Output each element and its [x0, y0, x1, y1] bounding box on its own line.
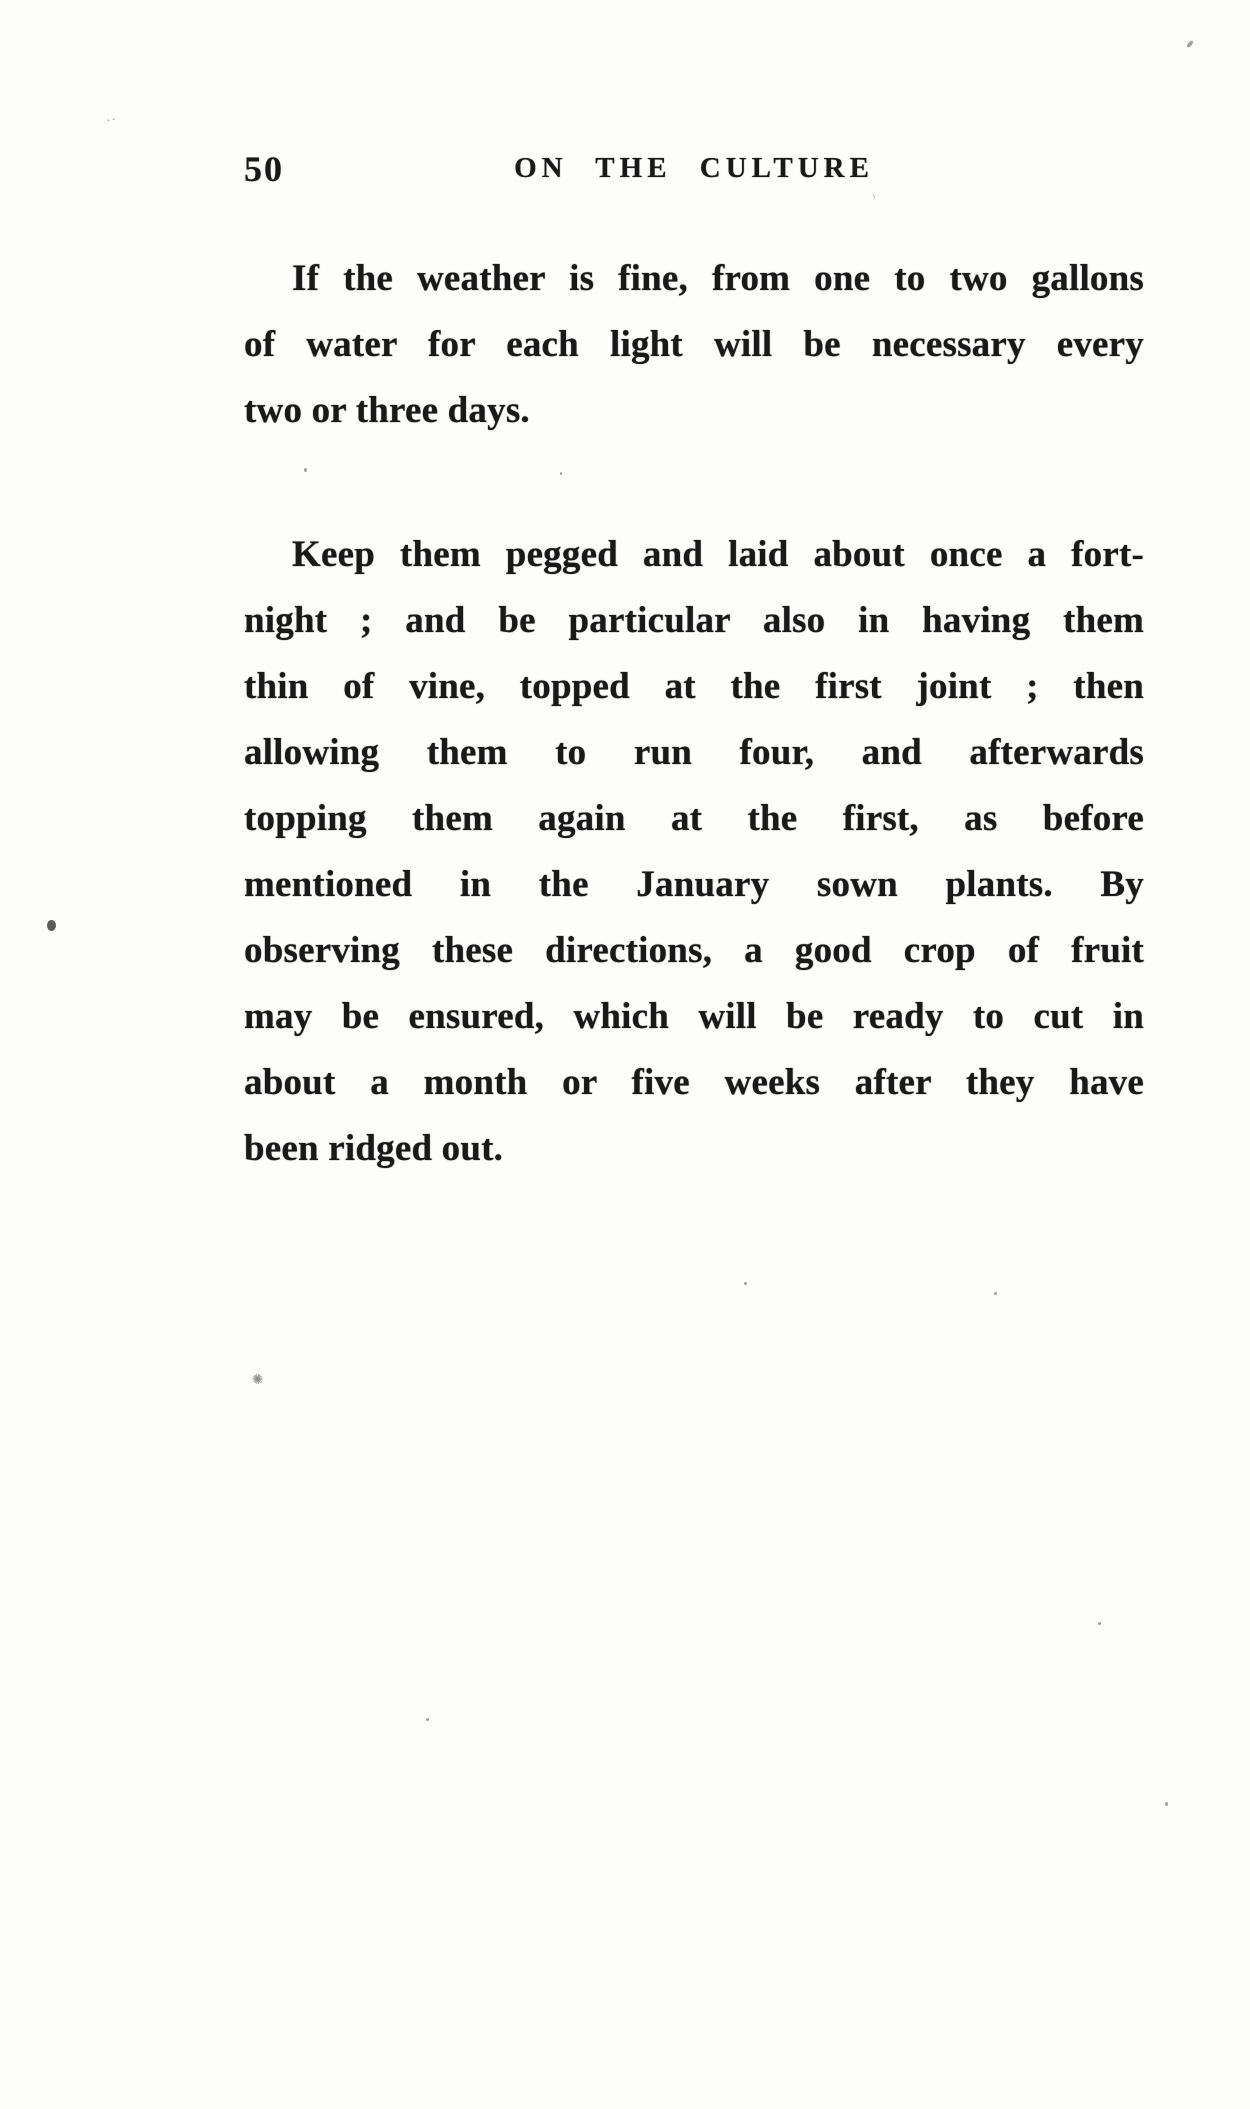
scan-speckle: [426, 1718, 429, 1721]
scan-speckle: [1098, 1622, 1101, 1625]
text-line: of water for each light will be necessary every: [244, 324, 1144, 365]
scan-speckle: [304, 468, 307, 472]
scan-smudge: ʾ: [869, 191, 881, 215]
scan-smudge: ··: [104, 111, 119, 130]
text-line: night ; and be particular also in having them: [244, 600, 1144, 641]
scan-speckle: [1186, 40, 1194, 49]
text-line: about a month or five weeks after they have: [244, 1062, 1144, 1103]
text-line: may be ensured, which will be ready to cut in: [244, 996, 1144, 1037]
text-line: If the weather is fine, from one to two gallons: [292, 258, 1144, 299]
text-line: observing these directions, a good crop of fruit: [244, 930, 1144, 971]
scan-speckle: [560, 472, 562, 475]
text-line: been ridged out.: [244, 1128, 504, 1169]
text-line: thin of vine, topped at the first joint ; then: [244, 666, 1144, 707]
paragraph: [244, 526, 1144, 1186]
scan-speckle: [47, 920, 56, 931]
paragraph: [244, 250, 1144, 448]
running-title: ON THE CULTURE: [514, 152, 874, 184]
text-line: mentioned in the January sown plants. By: [244, 864, 1144, 905]
text-line: topping them again at the first, as before: [244, 798, 1144, 839]
text-block: [244, 250, 1144, 1186]
text-line: Keep them pegged and laid about once a fort-: [292, 534, 1144, 575]
scan-speckle: [994, 1292, 997, 1295]
scan-speckle: [744, 1282, 747, 1285]
text-line: two or three days.: [244, 390, 530, 431]
text-line: allowing them to run four, and afterwards: [244, 732, 1144, 773]
page-number: 50: [244, 149, 284, 189]
scan-speckle: [1165, 1802, 1168, 1806]
running-header: [244, 148, 1144, 196]
scan-smudge: ✺: [250, 1371, 266, 1390]
